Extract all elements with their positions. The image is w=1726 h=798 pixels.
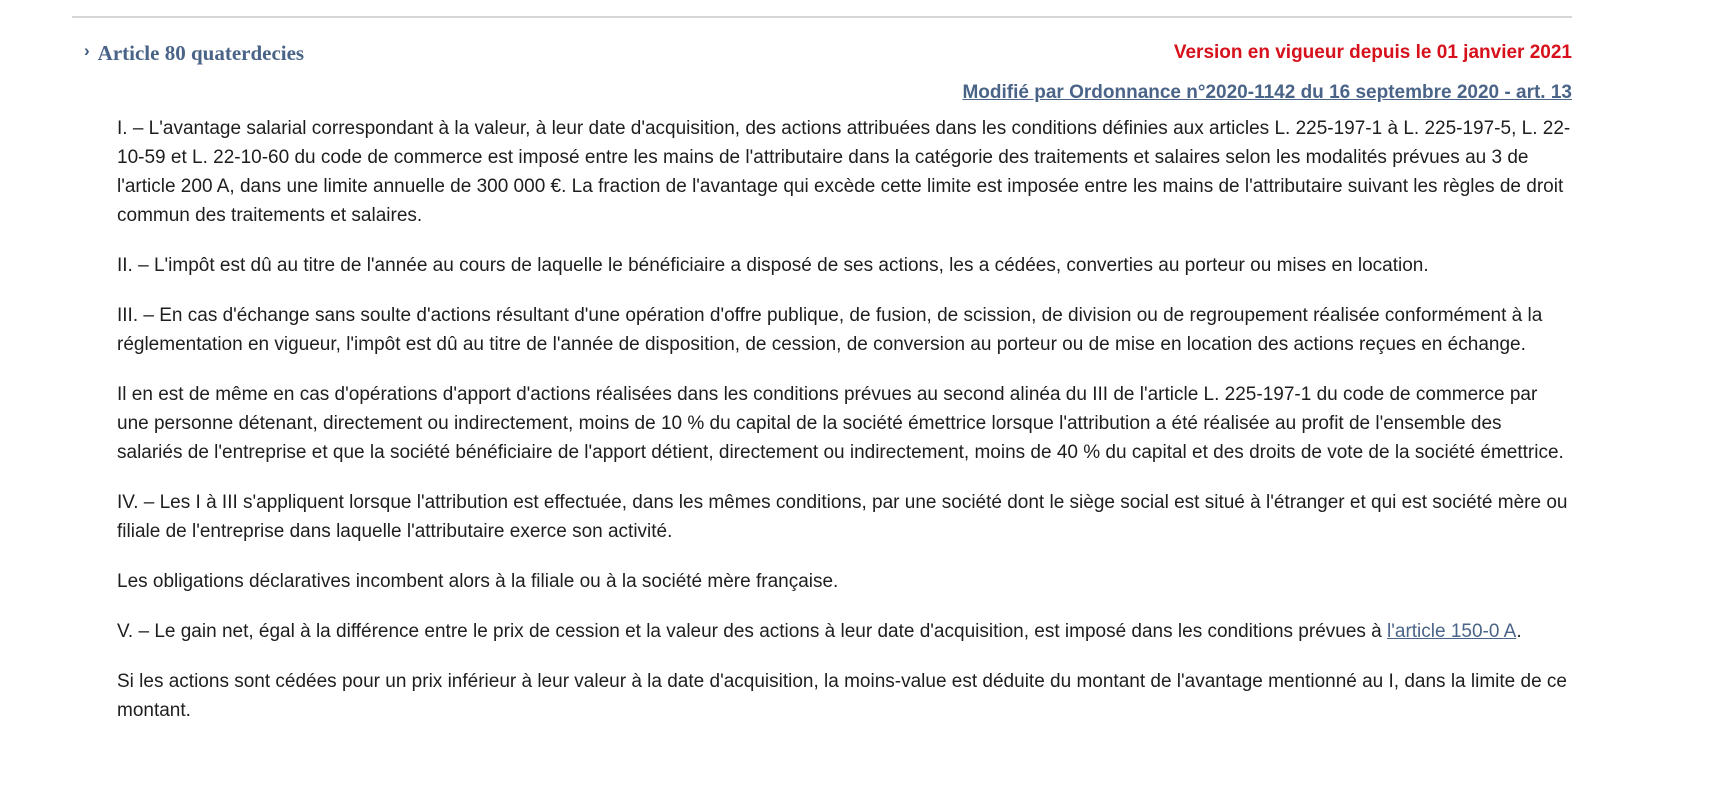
paragraph-5: IV. – Les I à III s'appliquent lorsque l'attribution est effectuée, dans les mêmes conditions, par une société dont le siège social est situé à l'étranger et qui est société mère ou filiale de l'entreprise dans laquelle l'attributaire exerce son activité. <box>117 492 1568 542</box>
paragraph-1: I. – L'avantage salarial correspondant à la valeur, à leur date d'acquisition, des actions attribuées dans les conditions définies aux articles L. 225-197-1 à L. 225-197-5, L. 22-10-59 et L. 22-10-60 du code de commerce est imposé entre les mains de l'attributaire dans la catégorie des traitements et salaires selon les modalités prévues au 3 de l'article 200 A, dans une limite annuelle de 300 000 €. La fraction de l'avantage qui excède cette limite est imposée entre les mains de l'attributaire suivant les règles de droit commun des traitements et salaires. <box>117 118 1571 226</box>
version-status: Version en vigueur depuis le 01 janvier 2021 <box>1173 42 1572 63</box>
article-150-0-a-link[interactable]: l'article 150-0 A <box>1387 621 1517 642</box>
paragraph-6: Les obligations déclaratives incombent alors à la filiale ou à la société mère française. <box>117 571 839 592</box>
top-divider <box>72 16 1572 18</box>
paragraph-8: Si les actions sont cédées pour un prix inférieur à leur valeur à la date d'acquisition, la moins-value est déduite du montant de l'avantage mentionné au I, dans la limite de ce montant. <box>117 671 1568 721</box>
paragraph-3: III. – En cas d'échange sans soulte d'actions résultant d'une opération d'offre publique, de fusion, de scission, de division ou de regroupement réalisée conformément à la réglementation en vigueur, l'impôt est dû au titre de l'année de disposition, de cession, de conversion au porteur ou de mise en location des actions reçues en échange. <box>117 305 1543 355</box>
article-title[interactable]: Article 80 quaterdecies <box>97 41 305 65</box>
chevron-right-icon[interactable]: › <box>84 40 90 60</box>
paragraph-2: II. – L'impôt est dû au titre de l'année au cours de laquelle le bénéficiaire a disposé de ses actions, les a cédées, converties au porteur ou mises en location. <box>117 255 1429 276</box>
paragraph-7 <box>117 617 1572 646</box>
paragraph-7-text: V. – Le gain net, égal à la différence entre le prix de cession et la valeur des actions à leur date d'acquisition, est imposé dans les conditions prévues à <box>117 621 1388 642</box>
paragraph-7-end: . <box>1516 621 1522 642</box>
article-header[interactable] <box>84 38 304 68</box>
article-body <box>117 114 1572 746</box>
modified-by-link[interactable]: Modifié par Ordonnance n°2020-1142 du 16 septembre 2020 - art. 13 <box>962 82 1572 103</box>
paragraph-4: Il en est de même en cas d'opérations d'apport d'actions réalisées dans les conditions prévues au second alinéa du III de l'article L. 225-197-1 du code de commerce par une personne détenant, directement ou indirectement, moins de 10 % du capital de la société émettrice lorsque l'attribution a été réalisée au profit de l'ensemble des salariés de l'entreprise et que la société bénéficiaire de l'apport détient, directement ou indirectement, moins de 40 % du capital et des droits de vote de la société émettrice. <box>117 384 1564 463</box>
